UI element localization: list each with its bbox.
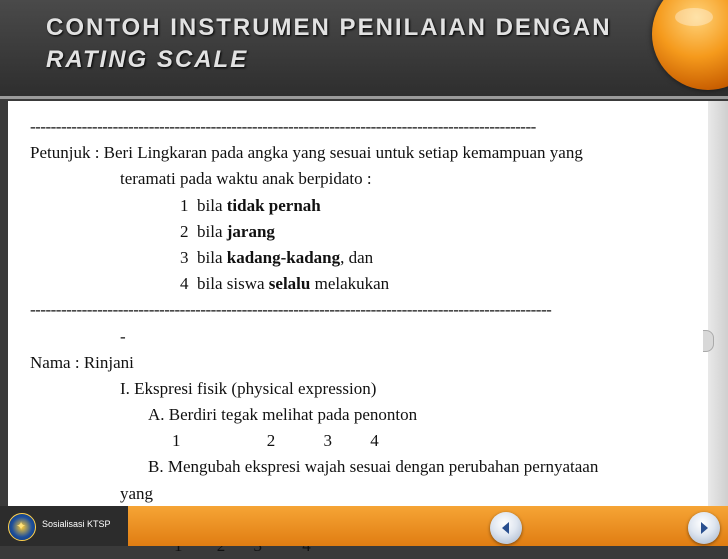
scale-item: [30, 245, 700, 271]
rating-option[interactable]: 3: [323, 431, 332, 451]
prev-slide-button[interactable]: [490, 512, 522, 544]
scale-bold: selalu: [268, 274, 311, 294]
scale-pre: bila: [197, 195, 227, 215]
item-b-line-2: yang: [120, 483, 154, 503]
scale-post: melakukan: [310, 274, 390, 294]
scale-number: 1: [180, 195, 189, 215]
scale-post: , dan: [340, 247, 374, 267]
title-line-1: CONTOH INSTRUMEN PENILAIAN DENGAN: [46, 14, 612, 41]
scale-pre: bila: [197, 221, 227, 241]
petunjuk-line-2: teramati pada waktu anak berpidato :: [120, 169, 372, 189]
rating-option[interactable]: 4: [370, 431, 379, 451]
scale-number: 2: [180, 221, 189, 241]
side-strip: [708, 101, 728, 506]
scale-bold: jarang: [226, 221, 275, 241]
student-name: Nama : Rinjani: [30, 352, 134, 372]
petunjuk-line-1: Petunjuk : Beri Lingkaran pada angka yang sesuai untuk setiap kemampuan yang: [30, 143, 583, 163]
header-divider: [0, 96, 728, 99]
scale-item: [30, 193, 700, 219]
rating-option[interactable]: 1: [172, 431, 181, 451]
dashed-divider-top: --------------------------------------------------------------------------------------------------: [30, 117, 536, 136]
arrow-left-icon: [498, 520, 514, 536]
scale-number: 3: [180, 247, 189, 267]
dashed-divider-bottom: -----------------------------------------------------------------------------------------------------: [30, 300, 552, 320]
scale-bold: kadang-kadang: [226, 247, 341, 267]
next-slide-button[interactable]: [688, 512, 720, 544]
side-tab-decoration: [703, 330, 714, 352]
section-heading: I. Ekspresi fisik (physical expression): [120, 378, 377, 398]
rating-option[interactable]: 2: [266, 431, 276, 451]
scale-bold: tidak pernah: [226, 195, 321, 215]
scale-pre: bila: [197, 247, 227, 267]
item-b-line-1: B. Mengubah ekspresi wajah sesuai dengan perubahan pernyataan: [148, 457, 599, 477]
slide-title: [46, 12, 612, 76]
scale-item: [30, 219, 700, 245]
logo-star-icon: ✦: [16, 519, 27, 533]
scale-number: 4: [180, 274, 189, 294]
footer-label: Sosialisasi KTSP: [42, 519, 111, 529]
scale-item: [30, 271, 700, 297]
rating-row-a: [30, 428, 700, 454]
orb-glint-decoration: [675, 8, 713, 26]
title-line-2: RATING SCALE: [46, 46, 249, 73]
instrument-text: [30, 114, 700, 559]
dashed-divider-wrap: -: [120, 326, 126, 346]
item-a: A. Berdiri tegak melihat pada penonton: [148, 405, 418, 425]
scale-pre: bila siswa: [197, 274, 269, 294]
arrow-right-icon: [696, 520, 712, 536]
